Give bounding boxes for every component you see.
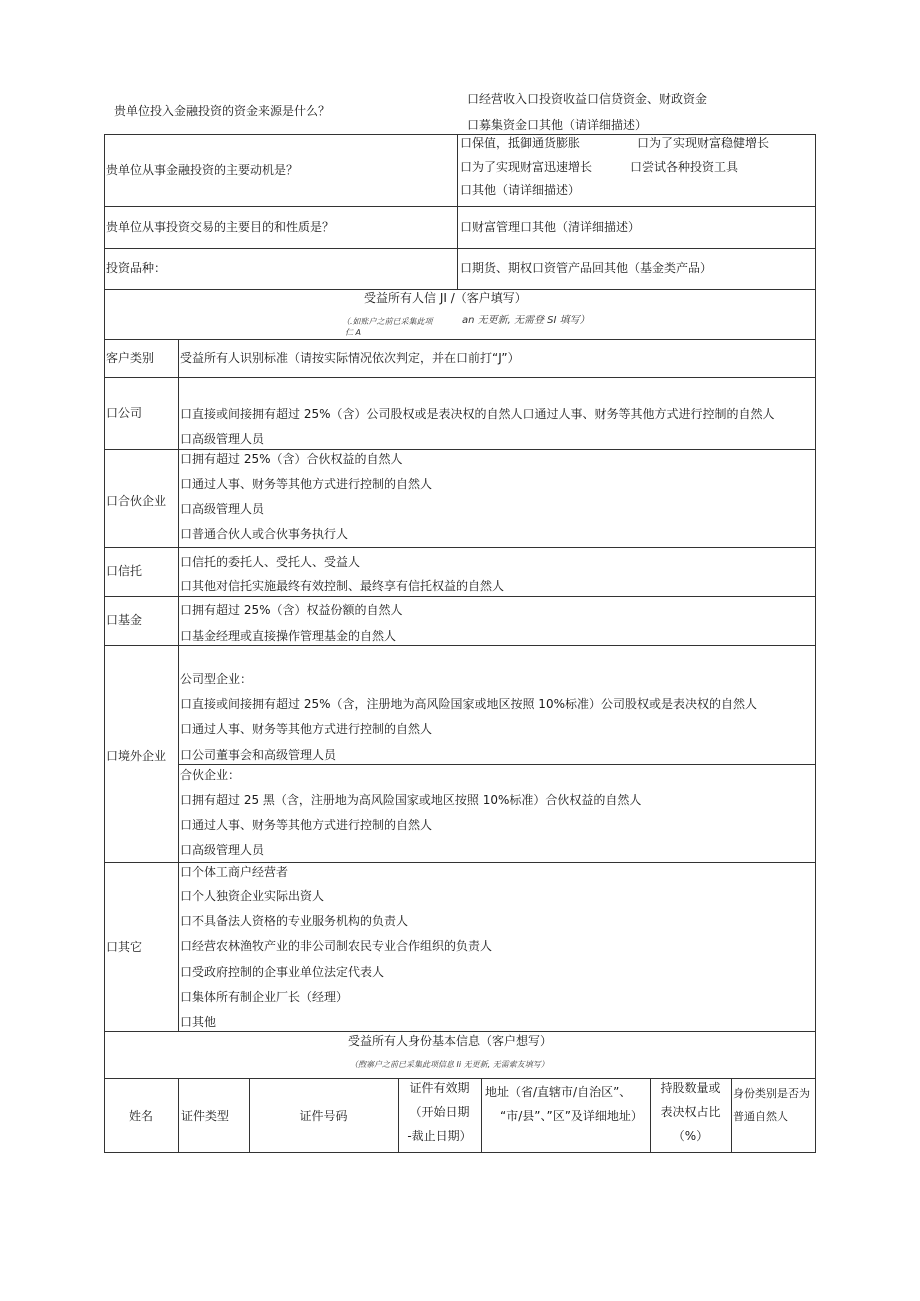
other-criterion[interactable]: 口其他 xyxy=(180,1015,217,1029)
col-divider xyxy=(178,1078,179,1152)
overseas-part-criterion[interactable]: 口通过人事、财务等其他方式进行控制的自然人 xyxy=(180,818,433,832)
category-partnership[interactable]: 口合伙企业 xyxy=(106,494,167,508)
partnership-criterion[interactable]: 口普通合伙人或合伙事务执行人 xyxy=(180,527,349,541)
variety-options[interactable]: 口期货、期权口资管产品回其他（基金类产品） xyxy=(460,261,713,275)
source-question: 贵单位投入金融投资的资金来源是什么？ xyxy=(114,104,331,118)
other-criterion[interactable]: 口个体工商户经营者 xyxy=(180,865,289,879)
motive-opt-preserve[interactable]: 口保值，抵御通货膨胀 xyxy=(460,136,581,150)
col-divider xyxy=(731,1078,732,1152)
row-line xyxy=(104,1078,816,1079)
row-line xyxy=(104,862,816,863)
category-fund[interactable]: 口基金 xyxy=(106,613,143,627)
table-left-border xyxy=(104,134,105,1153)
question-divider xyxy=(457,134,458,289)
trust-criterion[interactable]: 口其他对信托实施最终有效控制、最终享有信托权益的自然人 xyxy=(180,579,505,593)
col-validity-1: 证件有效期 xyxy=(409,1081,470,1095)
category-other[interactable]: 口其它 xyxy=(106,940,143,954)
row-line xyxy=(104,547,816,548)
row-line xyxy=(104,645,816,646)
category-divider xyxy=(178,339,179,1031)
row-line xyxy=(178,764,816,765)
category-company[interactable]: 口公司 xyxy=(106,406,143,420)
motive-opt-steady-growth[interactable]: 口为了实现财富稳健增长 xyxy=(637,136,770,150)
purpose-options[interactable]: 口财富管理口其他（清详细描述） xyxy=(460,220,641,234)
category-overseas[interactable]: 口境外企业 xyxy=(106,749,167,763)
category-trust[interactable]: 口信托 xyxy=(106,564,143,578)
row-line xyxy=(104,377,816,378)
fund-criterion[interactable]: 口基金经理或直接操作管理基金的自然人 xyxy=(180,629,397,643)
col-share-1: 持股数量或 xyxy=(660,1081,721,1095)
col-id-type: 证件类型 xyxy=(181,1109,230,1123)
col-validity-3: -裁止日期） xyxy=(407,1129,472,1143)
overseas-part-title: 合伙企业： xyxy=(180,768,241,782)
overseas-corp-title: 公司型企业： xyxy=(180,672,253,686)
other-criterion[interactable]: 口不具备法人资格的专业服务机构的负责人 xyxy=(180,914,409,928)
motive-opt-rapid-growth[interactable]: 口为了实现财富迅速增长 xyxy=(460,160,593,174)
motive-question: 贵单位从事金融投资的主要动机是？ xyxy=(106,163,299,177)
row-line xyxy=(104,596,816,597)
other-criterion[interactable]: 口经营农林渔牧产业的非公司制农民专业合作组织的负责人 xyxy=(180,939,493,953)
table-right-border xyxy=(815,134,816,1153)
col-divider xyxy=(481,1078,482,1152)
row-line xyxy=(104,339,816,340)
other-criterion[interactable]: 口受政府控制的企事业单位法定代表人 xyxy=(180,965,385,979)
col-share-3: （%） xyxy=(672,1129,709,1143)
row-line xyxy=(104,206,816,207)
fund-criterion[interactable]: 口拥有超过 25%（含）权益份额的自然人 xyxy=(180,603,403,617)
col-address-1: 地址（省/直辖市/自治区”、 xyxy=(485,1085,632,1099)
source-options-line2[interactable]: 口募集资金口其他（请详细描述） xyxy=(467,118,648,132)
row-line xyxy=(104,1031,816,1032)
col-share-2: 表决权占比 xyxy=(660,1105,721,1119)
row-line xyxy=(104,449,816,450)
partnership-criterion[interactable]: 口拥有超过 25%（含）合伙权益的自然人 xyxy=(180,452,403,466)
motive-opt-other[interactable]: 口其他（请详细描述） xyxy=(460,183,581,197)
col-address-2: “市/县”、”区”及详细地址） xyxy=(500,1109,643,1123)
partnership-criterion[interactable]: 口通过人事、财务等其他方式进行控制的自然人 xyxy=(180,477,433,491)
col-idcat-1: 身份类别是否为 xyxy=(733,1087,810,1100)
section-note-left-2: 仁 A xyxy=(345,328,362,337)
variety-question: 投资品种： xyxy=(106,261,167,275)
other-criterion[interactable]: 口个人独资企业实际出资人 xyxy=(180,889,325,903)
identity-section-note: （煦寨户之前已采集此项信息 Ii 无更新, 无需索友填写） xyxy=(350,1060,549,1069)
section-note-left: （.如账户之前已采集此项 xyxy=(342,317,433,326)
row-line xyxy=(104,1152,816,1153)
company-criterion[interactable]: 口直接或间接拥有超过 25%（含）公司股权或是表决权的自然人口通过人事、财务等其他方式进行控制的自然人 xyxy=(180,407,775,421)
overseas-corp-criterion[interactable]: 口通过人事、财务等其他方式进行控制的自然人 xyxy=(180,722,433,736)
col-validity-2: （开始日期 xyxy=(409,1105,470,1119)
section-note-right: an 无更新, 无需登 SI 填写） xyxy=(462,315,590,326)
overseas-part-criterion[interactable]: 口拥有超过 25 黑（含，注册地为高风险国家或地区按照 10%标准）合伙权益的自然人 xyxy=(180,793,642,807)
col-id-number: 证件号码 xyxy=(299,1109,348,1123)
identity-section-title: 受益所有人身份基本信息（客户想写） xyxy=(348,1034,553,1048)
overseas-corp-criterion[interactable]: 口直接或间接拥有超过 25%（含，注册地为高风险国家或地区按照 10%标准）公司股权或是表决权的自然人 xyxy=(180,697,757,711)
purpose-question: 贵单位从事投资交易的主要目的和性质是？ xyxy=(106,220,335,234)
col-header-category: 客户类别 xyxy=(106,351,155,365)
col-name: 姓名 xyxy=(128,1109,153,1123)
trust-criterion[interactable]: 口信托的委托人、受托人、受益人 xyxy=(180,555,361,569)
col-header-criteria: 受益所有人识别标准（请按实际情况依次判定，并在口前打“J”） xyxy=(180,351,520,365)
overseas-part-criterion[interactable]: 口高级管理人员 xyxy=(180,843,265,857)
col-idcat-2: 普通自然人 xyxy=(733,1110,788,1123)
row-line xyxy=(104,248,816,249)
partnership-criterion[interactable]: 口高级管理人员 xyxy=(180,502,265,516)
source-options-line1[interactable]: 口经营收入口投资收益口信贷资金、财政资金 xyxy=(467,92,708,106)
company-criterion[interactable]: 口高级管理人员 xyxy=(180,432,265,446)
beneficial-owner-section-title: 受益所有人信 JI /（客户填写） xyxy=(364,291,527,305)
other-criterion[interactable]: 口集体所有制企业厂长（经理） xyxy=(180,990,349,1004)
motive-opt-try-tools[interactable]: 口尝试各种投资工具 xyxy=(630,160,739,174)
overseas-corp-criterion[interactable]: 口公司董事会和高级管理人员 xyxy=(180,748,337,762)
